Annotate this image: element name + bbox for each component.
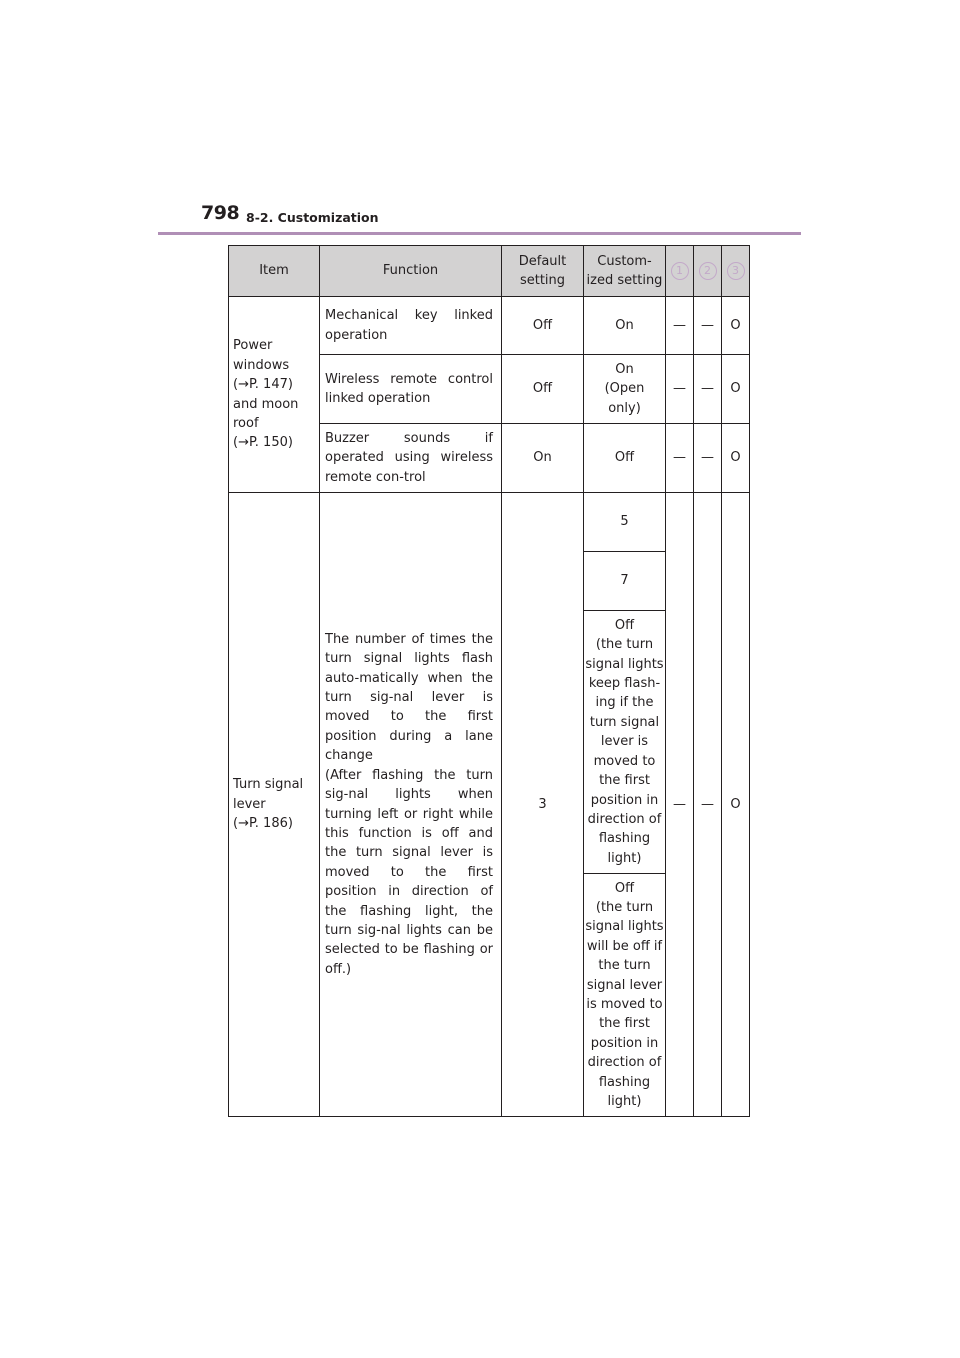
custom-option-cell: Off (the turn signal lights will be off if the turn signal lever is moved to the first position in direction of flashing light): [584, 874, 666, 1117]
table-row: [229, 493, 750, 552]
col3-cell: O: [722, 297, 750, 355]
header-col-3: [722, 246, 750, 297]
header-function: Function: [320, 246, 502, 297]
function-cell: Wireless remote control linked operation: [320, 355, 502, 424]
custom-option-cell: 7: [584, 552, 666, 611]
default-cell: Off: [502, 355, 584, 424]
header-col-2: [694, 246, 722, 297]
table-row: [229, 297, 750, 355]
section-title: 8-2. Customization: [246, 210, 379, 225]
header-customized-setting: Custom- ized setting: [584, 246, 666, 297]
function-cell: Mechanical key linked operation: [320, 297, 502, 355]
custom-cell: On (Open only): [584, 355, 666, 424]
col3-cell: O: [722, 493, 750, 1117]
item-turn-signal-lever: Turn signal lever (→P. 186): [229, 493, 320, 1117]
col2-cell: —: [694, 424, 722, 493]
default-cell: 3: [502, 493, 584, 1117]
col1-cell: —: [666, 493, 694, 1117]
col2-cell: —: [694, 493, 722, 1117]
custom-cell: Off: [584, 424, 666, 493]
col1-cell: —: [666, 297, 694, 355]
customization-table: [228, 245, 750, 1117]
col2-cell: —: [694, 355, 722, 424]
col2-cell: —: [694, 297, 722, 355]
custom-cell: On: [584, 297, 666, 355]
col1-cell: —: [666, 355, 694, 424]
custom-option-cell: 5: [584, 493, 666, 552]
header-item: Item: [229, 246, 320, 297]
circled-number-2-icon: 2: [699, 262, 717, 280]
col3-cell: O: [722, 424, 750, 493]
header-default-setting: Default setting: [502, 246, 584, 297]
header-rule: [158, 232, 801, 235]
circled-number-3-icon: 3: [727, 262, 745, 280]
item-power-windows: Power windows (→P. 147) and moon roof (→P. 150): [229, 297, 320, 493]
col3-cell: O: [722, 355, 750, 424]
header-col-1: [666, 246, 694, 297]
function-cell: The number of times the turn signal lights flash auto-matically when the turn sig-nal lever is moved to the first position during a lane change (After flashing the turn sig-nal lights when turning left or right while this function is off and the turn signal lever is moved to the first position in direction of the flashing light, the turn sig-nal lights can be selected to be flashing or off.): [320, 493, 502, 1117]
circled-number-1-icon: 1: [671, 262, 689, 280]
table-header-row: [229, 246, 750, 297]
default-cell: On: [502, 424, 584, 493]
col1-cell: —: [666, 424, 694, 493]
page-number: 798: [201, 202, 240, 224]
custom-option-cell: Off (the turn signal lights keep flash- ing if the turn signal lever is moved to the first position in direction of flashing light): [584, 611, 666, 874]
function-cell: Buzzer sounds if operated using wireless remote con-trol: [320, 424, 502, 493]
default-cell: Off: [502, 297, 584, 355]
